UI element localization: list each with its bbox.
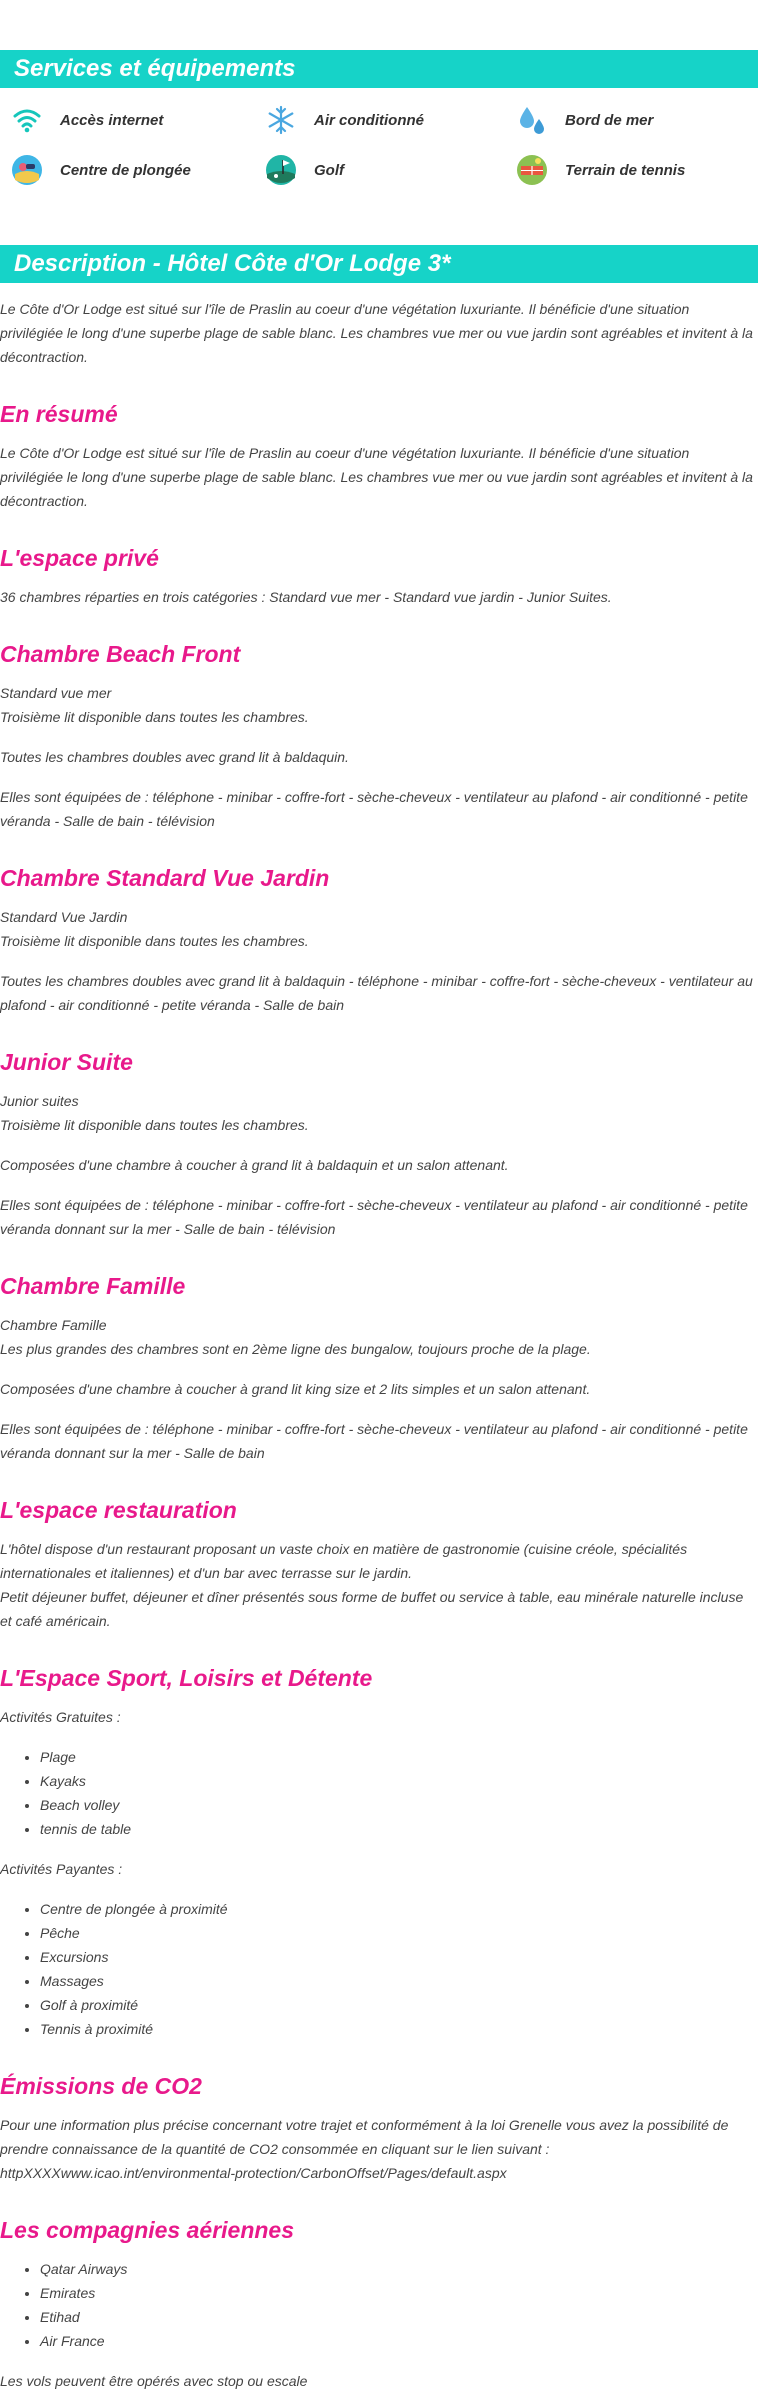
- amenity-label: Terrain de tennis: [565, 161, 686, 179]
- junior-suite-p2: Composées d'une chambre à coucher à grand lit à baldaquin et un salon attenant.: [0, 1157, 509, 1173]
- list-item: • Golf à proximité: [40, 1993, 228, 2017]
- sport-free-label: Activités Gratuites :: [0, 1709, 121, 1725]
- amenity-label: Accès internet: [60, 111, 164, 129]
- list-item: • Plage: [40, 1745, 131, 1769]
- espace-prive-text: 36 chambres réparties en trois catégories : Standard vue mer - Standard vue jardin - Junior Suites.: [0, 589, 612, 605]
- amenity-diving-center: [10, 151, 191, 189]
- co2-heading: Émissions de CO2: [0, 2073, 202, 2099]
- list-item: • Kayaks: [40, 1769, 131, 1793]
- junior-suite-p3: Elles sont équipées de : téléphone - minibar - coffre-fort - sèche-cheveux - ventilateur au plafond - air conditionné - petite véranda donnant sur la mer - Salle de bain - télévision: [0, 1197, 748, 1237]
- junior-suite-line2: Troisième lit disponible dans toutes les chambres.: [0, 1117, 309, 1133]
- list-item: • tennis de table: [40, 1817, 131, 1841]
- beach-front-heading: Chambre Beach Front: [0, 641, 241, 667]
- list-item: • Emirates: [40, 2281, 127, 2305]
- famille-line1: Chambre Famille: [0, 1317, 107, 1333]
- famille-heading: Chambre Famille: [0, 1273, 186, 1299]
- vue-jardin-line2: Troisième lit disponible dans toutes les chambres.: [0, 933, 309, 949]
- restauration-p1: L'hôtel dispose d'un restaurant proposant un vaste choix en matière de gastronomie (cuisine créole, spécialités internationales et italiennes) et d'un bar avec terrasse sur le jardin.: [0, 1541, 688, 1581]
- amenity-label: Golf: [314, 161, 344, 179]
- airlines-list: [0, 2257, 127, 2353]
- sport-free-list: [0, 1745, 131, 1841]
- list-item: • Tennis à proximité: [40, 2017, 228, 2041]
- airlines-note: Les vols peuvent être opérés avec stop ou escale: [0, 2373, 308, 2389]
- restauration-heading: L'espace restauration: [0, 1497, 237, 1523]
- amenity-seaside: [515, 101, 653, 139]
- amenity-label: Centre de plongée: [60, 161, 191, 179]
- description-intro: Le Côte d'Or Lodge est situé sur l'île de Praslin au coeur d'une végétation luxuriante. Il bénéficie d'une situation privilégiée le long d'une superbe plage de sable blanc. Les chambres vue mer ou vue jardin sont agréables et invitent à la décontraction.: [0, 301, 753, 365]
- list-item: • Etihad: [40, 2305, 127, 2329]
- tennis-icon: [515, 153, 549, 187]
- services-title: Services et équipements: [14, 55, 296, 82]
- list-item: • Qatar Airways: [40, 2257, 127, 2281]
- airlines-heading: Les compagnies aériennes: [0, 2217, 295, 2243]
- amenity-internet: [10, 101, 163, 139]
- famille-line2: Les plus grandes des chambres sont en 2ème ligne des bungalow, toujours proche de la plage.: [0, 1341, 591, 1357]
- diving-icon: [10, 153, 44, 187]
- famille-p2: Composées d'une chambre à coucher à grand lit king size et 2 lits simples et un salon attenant.: [0, 1381, 591, 1397]
- list-item: • Beach volley: [40, 1793, 131, 1817]
- list-item: • Massages: [40, 1969, 228, 1993]
- vue-jardin-p2: Toutes les chambres doubles avec grand lit à baldaquin - téléphone - minibar - coffre-fort - sèche-cheveux - ventilateur au plafond - air conditionné - petite véranda - Salle de bain: [0, 973, 753, 1013]
- wifi-icon: [10, 103, 44, 137]
- co2-text: Pour une information plus précise concernant votre trajet et conformément à la loi Grenelle vous avez la possibilité de prendre connaissance de la quantité de CO2 consommée en cliquant sur le lien suivant : httpXXXXwww.icao.int/environmental-protection/CarbonOffset/Pages/default.aspx: [0, 2117, 729, 2181]
- junior-suite-heading: Junior Suite: [0, 1049, 133, 1075]
- amenity-label: Bord de mer: [565, 111, 654, 129]
- junior-suite-line1: Junior suites: [0, 1093, 79, 1109]
- sport-paid-label: Activités Payantes :: [0, 1861, 123, 1877]
- resume-heading: En résumé: [0, 401, 118, 427]
- water-drops-icon: [515, 103, 549, 137]
- beach-front-p2: Toutes les chambres doubles avec grand lit à baldaquin.: [0, 749, 349, 765]
- vue-jardin-heading: Chambre Standard Vue Jardin: [0, 865, 330, 891]
- famille-p3: Elles sont équipées de : téléphone - minibar - coffre-fort - sèche-cheveux - ventilateur au plafond - air conditionné - petite véranda donnant sur la mer - Salle de bain: [0, 1421, 748, 1461]
- sport-paid-list: [0, 1897, 228, 2041]
- list-item: • Air France: [40, 2329, 127, 2353]
- golf-icon: [264, 153, 298, 187]
- vue-jardin-line1: Standard Vue Jardin: [0, 909, 128, 925]
- beach-front-p3: Elles sont équipées de : téléphone - minibar - coffre-fort - sèche-cheveux - ventilateur au plafond - air conditionné - petite véranda - Salle de bain - télévision: [0, 789, 748, 829]
- description-title: Description - Hôtel Côte d'Or Lodge 3*: [14, 250, 451, 277]
- services-banner: [0, 50, 758, 88]
- amenity-label: Air conditionné: [314, 111, 424, 129]
- restauration-p2: Petit déjeuner buffet, déjeuner et dîner présentés sous forme de buffet ou service à table, eau minérale naturelle incluse et café américain.: [0, 1589, 744, 1629]
- list-item: • Centre de plongée à proximité: [40, 1897, 228, 1921]
- amenity-air-conditioning: [264, 101, 424, 139]
- resume-text: Le Côte d'Or Lodge est situé sur l'île de Praslin au coeur d'une végétation luxuriante. Il bénéficie d'une situation privilégiée le long d'une superbe plage de sable blanc. Les chambres vue mer ou vue jardin sont agréables et invitent à la décontraction.: [0, 445, 753, 509]
- amenity-tennis-court: [515, 151, 685, 189]
- beach-front-line1: Standard vue mer: [0, 685, 112, 701]
- list-item: • Pêche: [40, 1921, 228, 1945]
- beach-front-line2: Troisième lit disponible dans toutes les chambres.: [0, 709, 309, 725]
- amenity-golf: [264, 151, 344, 189]
- list-item: • Excursions: [40, 1945, 228, 1969]
- espace-prive-heading: L'espace privé: [0, 545, 159, 571]
- snowflake-icon: [264, 103, 298, 137]
- sport-heading: L'Espace Sport, Loisirs et Détente: [0, 1665, 373, 1691]
- description-banner: [0, 245, 758, 283]
